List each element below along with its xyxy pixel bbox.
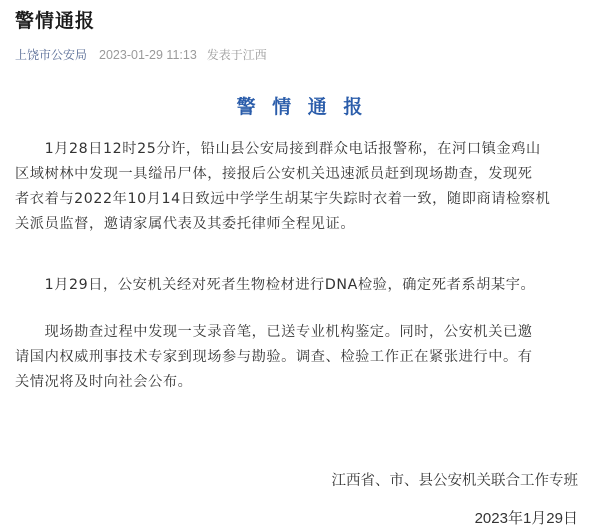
- paragraph-dna-result: [15, 273, 595, 298]
- publish-location: 发表于江西: [206, 48, 267, 62]
- paragraph-line: 关派员监督，邀请家属代表及其委托律师全程见证。: [15, 216, 356, 232]
- signature-date: 2023年1月29日: [474, 510, 578, 527]
- paragraph-line: 关情况将及时向社会公布。: [15, 374, 193, 390]
- paragraph-line: 区域树林中发现一具缢吊尸体，接报后公安机关迅速派员赶到现场勘查，发现死: [15, 166, 533, 182]
- paragraph-line: 者衣着与2022年10月14日致远中学学生胡某宇失踪时衣着一致，随即商请检察机: [15, 191, 551, 207]
- signature-organization: 江西省、市、县公安机关联合工作专班: [331, 473, 578, 489]
- paragraph-line: 现场勘查过程中发现一支录音笔，已送专业机构鉴定。同时，公安机关已邀: [15, 324, 533, 340]
- article-meta: [15, 46, 267, 63]
- publish-time: 2023-01-29 11:13: [99, 47, 197, 62]
- account-name-link[interactable]: 上饶市公安局: [15, 48, 88, 62]
- paragraph-line: 1月28日12时25分许，铅山县公安局接到群众电话报警称，在河口镇金鸡山: [15, 141, 541, 157]
- paragraph-line: 1月29日，公安机关经对死者生物检材进行DNA检验，确定死者系胡某宇。: [15, 277, 536, 293]
- paragraph-line: 请国内权威刑事技术专家到现场参与勘验。调查、检验工作正在紧张进行中。有: [15, 349, 533, 365]
- article-heading: 警 情 通 报: [236, 96, 368, 118]
- page-title: 警情通报: [15, 10, 96, 32]
- paragraph-report: [15, 137, 595, 237]
- paragraph-investigation: [15, 320, 595, 395]
